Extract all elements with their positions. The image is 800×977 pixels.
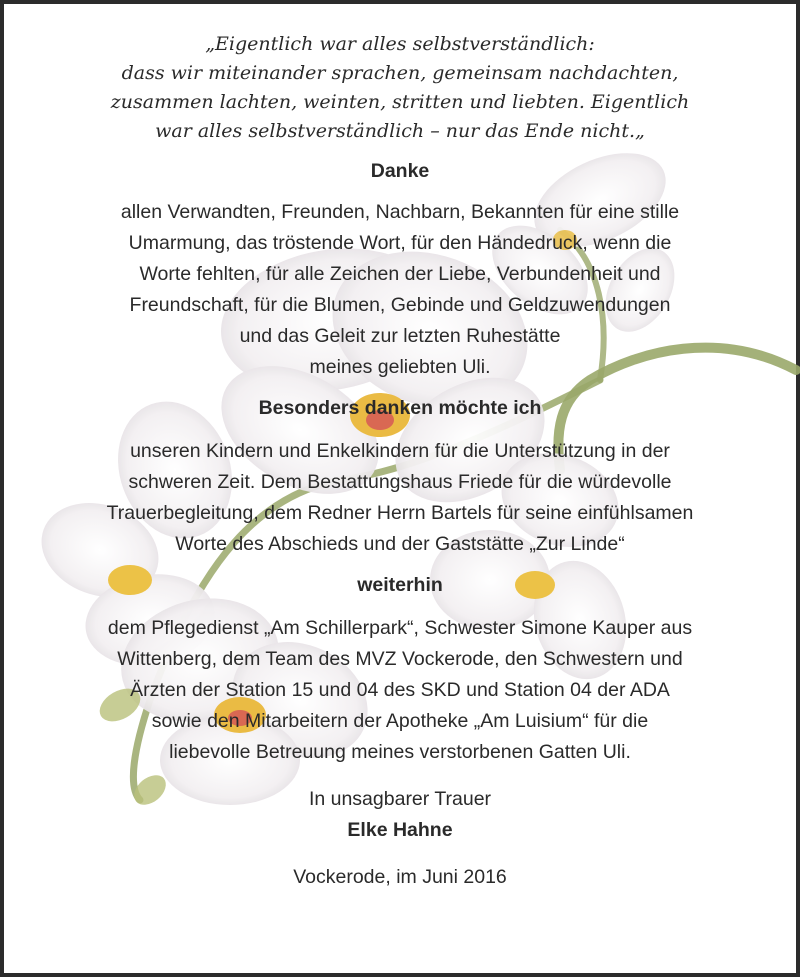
paragraph-line: unseren Kindern und Enkelkindern für die Unterstützung in der: [130, 440, 670, 462]
signature-block: [20, 784, 780, 846]
place-date: Vockerode, im Juni 2016: [293, 866, 507, 888]
heading-danke: Danke: [370, 160, 430, 182]
paragraph-line: meines geliebten Uli.: [309, 356, 491, 378]
quote-line: war alles selbstverständlich – nur das Ende nicht.„: [155, 120, 645, 142]
paragraph-line: allen Verwandten, Freunden, Nachbarn, Bekannten für eine stille: [120, 201, 680, 223]
paragraph-line: Trauerbegleitung, dem Redner Herrn Bartels für seine einfühlsamen: [106, 502, 694, 524]
paragraph-line: Freundschaft, für die Blumen, Gebinde und Geldzuwendungen: [129, 294, 671, 316]
thanks-paragraph: [20, 197, 780, 383]
paragraph-line: Umarmung, das tröstende Wort, für den Händedruck, wenn die: [128, 232, 672, 254]
signature-name: Elke Hahne: [347, 819, 453, 841]
signature-intro: In unsagbarer Trauer: [308, 788, 492, 810]
paragraph-line: Worte fehlten, für alle Zeichen der Liebe, Verbundenheit und: [139, 263, 661, 285]
paragraph-line: liebevolle Betreuung meines verstorbenen Gatten Uli.: [169, 741, 631, 763]
quote-line: „Eigentlich war alles selbstverständlich:: [205, 33, 595, 55]
quote-line: zusammen lachten, weinten, stritten und liebten. Eigentlich: [110, 91, 690, 113]
announcement-content: [20, 30, 780, 893]
paragraph-line: sowie den Mitarbeitern der Apotheke „Am Luisium“ für die: [151, 710, 649, 732]
paragraph-line: Worte des Abschieds und der Gaststätte „Zur Linde“: [175, 533, 625, 555]
paragraph-line: Wittenberg, dem Team des MVZ Vockerode, den Schwestern und: [117, 648, 683, 670]
further-thanks-paragraph: [20, 613, 780, 768]
paragraph-line: und das Geleit zur letzten Ruhestätte: [239, 325, 561, 347]
quote-block: [20, 30, 780, 146]
quote-line: dass wir miteinander sprachen, gemeinsam nachdachten,: [121, 62, 679, 84]
special-thanks-paragraph: [20, 436, 780, 560]
paragraph-line: dem Pflegedienst „Am Schillerpark“, Schwester Simone Kauper aus: [107, 617, 693, 639]
paragraph-line: schweren Zeit. Dem Bestattungshaus Friede für die würdevolle: [128, 471, 672, 493]
heading-weiterhin: weiterhin: [357, 574, 443, 596]
heading-besonders: Besonders danken möchte ich: [258, 397, 542, 419]
paragraph-line: Ärzten der Station 15 und 04 des SKD und Station 04 der ADA: [130, 679, 670, 701]
